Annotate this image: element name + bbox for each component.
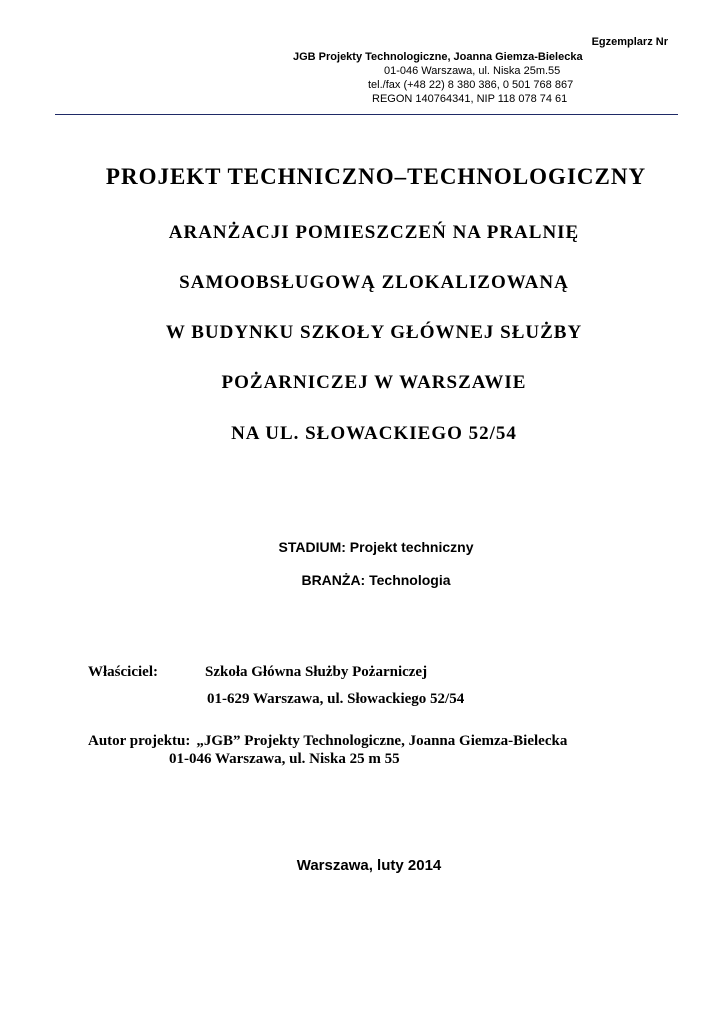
author-address: 01-046 Warszawa, ul. Niska 25 m 55	[169, 751, 400, 767]
owner-name: Szkoła Główna Służby Pożarniczej	[205, 664, 428, 680]
author-name: „JGB” Projekty Technologiczne, Joanna Giemza-Bielecka	[196, 733, 568, 749]
company-name: JGB Projekty Technologiczne, Joanna Giemza-Bielecka	[293, 51, 583, 63]
owner-label: Właściciel:	[88, 664, 158, 680]
author-label: Autor projektu:	[88, 733, 191, 749]
header-divider	[55, 114, 678, 115]
title-line-1: ARANŻACJI POMIESZCZEŃ NA PRALNIĘ	[168, 222, 580, 243]
company-regon: REGON 140764341, NIP 118 078 74 61	[372, 93, 568, 105]
place-date: Warszawa, luty 2014	[296, 857, 442, 874]
owner-address: 01-629 Warszawa, ul. Słowackiego 52/54	[207, 691, 465, 707]
title-line-5: NA UL. SŁOWACKIEGO 52/54	[231, 423, 517, 444]
copy-number-label: Egzemplarz Nr	[591, 36, 668, 48]
document-title: PROJEKT TECHNICZNO–TECHNOLOGICZNY	[105, 164, 647, 189]
title-line-3: W BUDYNKU SZKOŁY GŁÓWNEJ SŁUŻBY	[165, 322, 583, 343]
project-stage: STADIUM: Projekt techniczny	[278, 539, 474, 555]
author-line	[88, 733, 567, 750]
company-phone: tel./fax (+48 22) 8 380 386, 0 501 768 867	[368, 79, 574, 91]
project-branch: BRANŻA: Technologia	[301, 572, 451, 588]
title-line-4: POŻARNICZEJ W WARSZAWIE	[221, 372, 527, 393]
title-line-2: SAMOOBSŁUGOWĄ ZLOKALIZOWANĄ	[179, 272, 569, 293]
company-address: 01-046 Warszawa, ul. Niska 25m.55	[384, 65, 561, 77]
